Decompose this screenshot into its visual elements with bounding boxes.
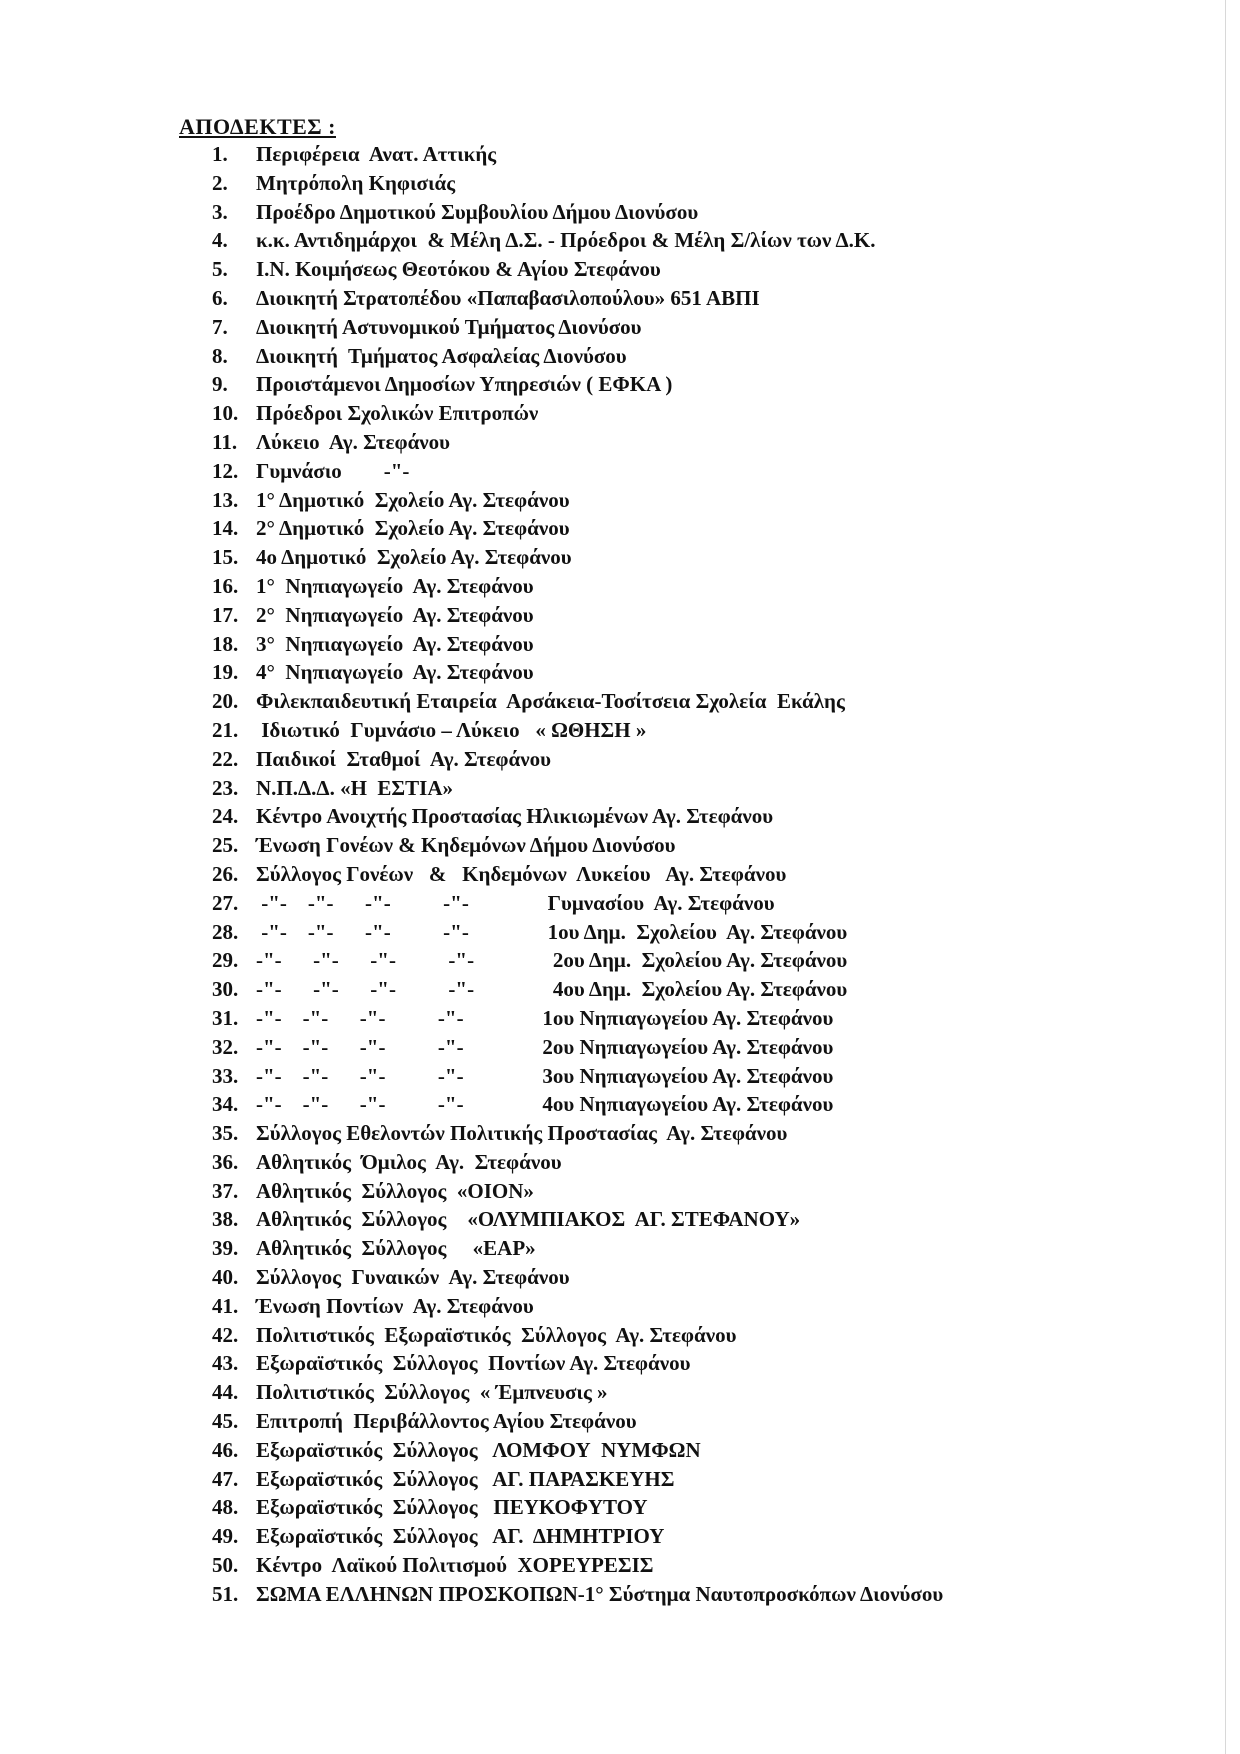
- list-item-text: Σύλλογος Εθελοντών Πολιτικής Προστασίας Αγ. Στεφάνου: [256, 1121, 788, 1146]
- list-item: [212, 889, 943, 918]
- list-item: [212, 1148, 943, 1177]
- list-item: [212, 1321, 943, 1350]
- list-item: [212, 601, 943, 630]
- list-item-text: 4ο Δημοτικό Σχολείο Αγ. Στεφάνου: [256, 545, 572, 570]
- list-item-text: -"- -"- -"- -"- 4ου Νηπιαγωγείου Αγ. Στεφάνου: [256, 1092, 834, 1117]
- list-item-text: Ένωση Γονέων & Κηδεμόνων Δήμου Διονύσου: [256, 833, 676, 858]
- list-item-number: 26.: [212, 861, 239, 886]
- list-item: [212, 457, 943, 486]
- list-item-number: 10.: [212, 401, 239, 426]
- list-item-number: 8.: [212, 343, 228, 368]
- list-item-number: 50.: [212, 1553, 239, 1578]
- list-item: [212, 1292, 943, 1321]
- list-item: [212, 140, 943, 169]
- list-item: [212, 1493, 943, 1522]
- list-item-text: -"- -"- -"- -"- 1ου Νηπιαγωγείου Αγ. Στεφάνου: [256, 1005, 834, 1030]
- list-item: [212, 1522, 943, 1551]
- list-item-text: Πολιτιστικός Εξωραϊστικός Σύλλογος Αγ. Στεφάνου: [256, 1322, 737, 1347]
- list-item-text: Εξωραϊστικός Σύλλογος ΑΓ. ΠΑΡΑΣΚΕΥΗΣ: [256, 1466, 675, 1491]
- list-item-text: Διοικητή Τμήματος Ασφαλείας Διονύσου: [256, 343, 627, 368]
- list-item: [212, 428, 943, 457]
- list-item: [212, 1378, 943, 1407]
- list-item-number: 49.: [212, 1524, 239, 1549]
- list-item-number: 1.: [212, 142, 228, 166]
- list-item-text: -"- -"- -"- -"- 2ου Νηπιαγωγείου Αγ. Στεφάνου: [256, 1034, 834, 1059]
- list-item: [212, 745, 943, 774]
- list-item-number: 13.: [212, 487, 239, 512]
- list-item-number: 16.: [212, 573, 239, 598]
- list-item-number: 6.: [212, 285, 228, 310]
- list-item: [212, 1177, 943, 1206]
- list-item-text: Πολιτιστικός Σύλλογος « Έμπνευσις »: [256, 1380, 608, 1405]
- list-item-text: Διοικητή Στρατοπέδου «Παπαβασιλοπούλου» 651 ΑΒΠΙ: [256, 285, 760, 310]
- list-item-text: -"- -"- -"- -"- 2ου Δημ. Σχολείου Αγ. Στεφάνου: [256, 948, 848, 973]
- list-item-text: 4° Νηπιαγωγείο Αγ. Στεφάνου: [256, 660, 534, 685]
- list-item-number: 38.: [212, 1207, 239, 1232]
- list-item-text: 1° Νηπιαγωγείο Αγ. Στεφάνου: [256, 573, 534, 598]
- list-item: [212, 918, 943, 947]
- list-item-text: Κέντρο Λαϊκού Πολιτισμού ΧΟΡΕΥΡΕΣΙΣ: [256, 1553, 654, 1578]
- list-item-text: Σύλλογος Γονέων & Κηδεμόνων Λυκείου Αγ. Στεφάνου: [256, 861, 787, 886]
- list-item-number: 32.: [212, 1034, 239, 1059]
- list-item-number: 14.: [212, 516, 239, 541]
- recipients-heading: ΑΠΟΔΕΚΤΕΣ :: [179, 114, 336, 139]
- list-item-text: 2° Νηπιαγωγείο Αγ. Στεφάνου: [256, 602, 534, 627]
- list-item-text: Ένωση Ποντίων Αγ. Στεφάνου: [256, 1293, 534, 1318]
- list-item: [212, 399, 943, 428]
- list-item-number: 23.: [212, 775, 239, 800]
- list-item: [212, 630, 943, 659]
- list-item-text: Προιστάμενοι Δημοσίων Υπηρεσιών ( ΕΦΚΑ ): [256, 372, 673, 397]
- list-item: [212, 1349, 943, 1378]
- list-item-number: 19.: [212, 660, 239, 685]
- list-item: [212, 1004, 943, 1033]
- list-item-text: Αθλητικός Όμιλος Αγ. Στεφάνου: [256, 1149, 562, 1174]
- list-item-text: Περιφέρεια Ανατ. Αττικής: [256, 142, 497, 166]
- list-item-text: Εξωραϊστικός Σύλλογος ΠΕΥΚΟΦΥΤΟΥ: [256, 1495, 648, 1520]
- list-item-number: 40.: [212, 1265, 239, 1290]
- list-item: [212, 658, 943, 687]
- list-item: [212, 514, 943, 543]
- list-item-number: 31.: [212, 1005, 239, 1030]
- list-item: [212, 486, 943, 515]
- list-item-text: -"- -"- -"- -"- 3ου Νηπιαγωγείου Αγ. Στεφάνου: [256, 1063, 834, 1088]
- list-item: [212, 975, 943, 1004]
- list-item-number: 3.: [212, 199, 228, 224]
- list-item-text: Αθλητικός Σύλλογος «ΟΙΟΝ»: [256, 1178, 534, 1203]
- list-item-number: 39.: [212, 1236, 239, 1261]
- list-item: [212, 687, 943, 716]
- list-item: [212, 198, 943, 227]
- list-item: [212, 572, 943, 601]
- list-item-number: 7.: [212, 314, 228, 339]
- list-item: [212, 1580, 943, 1609]
- list-item: [212, 860, 943, 889]
- list-item: [212, 774, 943, 803]
- list-item-number: 25.: [212, 833, 239, 858]
- list-item: [212, 831, 943, 860]
- list-item-number: 44.: [212, 1380, 239, 1405]
- list-item-text: Αθλητικός Σύλλογος «ΟΛΥΜΠΙΑΚΟΣ ΑΓ. ΣΤΕΦΑΝΟΥ»: [256, 1207, 801, 1232]
- list-item-text: Αθλητικός Σύλλογος «ΕΑΡ»: [256, 1236, 536, 1261]
- scan-edge-line: [1225, 0, 1226, 1754]
- list-item-text: ΣΩΜΑ ΕΛΛΗΝΩΝ ΠΡΟΣΚΟΠΩΝ-1° Σύστημα Ναυτοπροσκόπων Διονύσου: [256, 1581, 944, 1606]
- list-item-number: 4.: [212, 228, 228, 253]
- list-item-text: Ν.Π.Δ.Δ. «Η ΕΣΤΙΑ»: [256, 775, 453, 800]
- list-item-number: 24.: [212, 804, 239, 829]
- list-item-number: 21.: [212, 717, 239, 742]
- list-item-text: Φιλεκπαιδευτική Εταιρεία Αρσάκεια-Τοσίτσεια Σχολεία Εκάλης: [256, 689, 845, 714]
- list-item-text: κ.κ. Αντιδημάρχοι & Μέλη Δ.Σ. - Πρόεδροι & Μέλη Σ/λίων των Δ.Κ.: [256, 228, 876, 253]
- list-item-number: 30.: [212, 977, 239, 1002]
- list-item-number: 48.: [212, 1495, 239, 1520]
- list-item-text: Σύλλογος Γυναικών Αγ. Στεφάνου: [256, 1265, 570, 1290]
- list-item-number: 34.: [212, 1092, 239, 1117]
- list-item-number: 29.: [212, 948, 239, 973]
- list-item-number: 46.: [212, 1437, 239, 1462]
- list-item: [212, 716, 943, 745]
- list-item-number: 35.: [212, 1121, 239, 1146]
- list-item: [212, 1205, 943, 1234]
- list-item-text: Ι.Ν. Κοιμήσεως Θεοτόκου & Αγίου Στεφάνου: [256, 257, 661, 282]
- list-item: [212, 1119, 943, 1148]
- list-item-text: Εξωραϊστικός Σύλλογος ΑΓ. ΔΗΜΗΤΡΙΟΥ: [256, 1524, 665, 1549]
- list-item-number: 41.: [212, 1293, 239, 1318]
- list-item-text: Εξωραϊστικός Σύλλογος Ποντίων Αγ. Στεφάνου: [256, 1351, 691, 1376]
- list-item-number: 33.: [212, 1063, 239, 1088]
- list-item: [212, 946, 943, 975]
- list-item-number: 22.: [212, 746, 239, 771]
- list-item-number: 15.: [212, 545, 239, 570]
- list-item-text: Κέντρο Ανοιχτής Προστασίας Ηλικιωμένων Αγ. Στεφάνου: [256, 804, 774, 829]
- list-item-number: 5.: [212, 257, 228, 282]
- list-item-number: 18.: [212, 631, 239, 656]
- list-item-text: Επιτροπή Περιβάλλοντος Αγίου Στεφάνου: [256, 1409, 637, 1434]
- list-item-text: Λύκειο Αγ. Στεφάνου: [256, 429, 451, 454]
- list-item-text: 3° Νηπιαγωγείο Αγ. Στεφάνου: [256, 631, 534, 656]
- list-item-number: 36.: [212, 1149, 239, 1174]
- recipients-list: [212, 140, 943, 1609]
- list-item-text: Εξωραϊστικός Σύλλογος ΛΟΜΦΟΥ ΝΥΜΦΩΝ: [256, 1437, 701, 1462]
- list-item-number: 11.: [212, 429, 238, 454]
- list-item: [212, 802, 943, 831]
- list-item: [212, 543, 943, 572]
- list-item: [212, 1465, 943, 1494]
- list-item-text: Διοικητή Αστυνομικού Τμήματος Διονύσου: [256, 314, 642, 339]
- list-item-text: 1° Δημοτικό Σχολείο Αγ. Στεφάνου: [256, 487, 570, 512]
- list-item: [212, 342, 943, 371]
- list-item-text: -"- -"- -"- -"- 4ου Δημ. Σχολείου Αγ. Στεφάνου: [256, 977, 848, 1002]
- list-item-text: Γυμνάσιο -"-: [256, 458, 410, 483]
- list-item-text: 2° Δημοτικό Σχολείο Αγ. Στεφάνου: [256, 516, 570, 541]
- list-item: [212, 226, 943, 255]
- list-item-number: 9.: [212, 372, 228, 397]
- list-item-number: 20.: [212, 689, 239, 714]
- list-item-number: 45.: [212, 1409, 239, 1434]
- list-item-text: Παιδικοί Σταθμοί Αγ. Στεφάνου: [256, 746, 552, 771]
- list-item: [212, 1090, 943, 1119]
- list-item-number: 47.: [212, 1466, 239, 1491]
- list-item: [212, 1234, 943, 1263]
- list-item-number: 2.: [212, 170, 228, 195]
- list-item: [212, 169, 943, 198]
- list-item-number: 17.: [212, 602, 239, 627]
- list-item: [212, 1062, 943, 1091]
- list-item-number: 12.: [212, 458, 239, 483]
- list-item-number: 28.: [212, 919, 239, 944]
- list-item-number: 27.: [212, 890, 239, 915]
- list-item-text: -"- -"- -"- -"- Γυμνασίου Αγ. Στεφάνου: [256, 890, 775, 915]
- list-item: [212, 1263, 943, 1292]
- list-item: [212, 370, 943, 399]
- list-item-number: 42.: [212, 1322, 239, 1347]
- list-item: [212, 284, 943, 313]
- list-item: [212, 1033, 943, 1062]
- list-item-text: -"- -"- -"- -"- 1ου Δημ. Σχολείου Αγ. Στεφάνου: [256, 919, 848, 944]
- list-item: [212, 313, 943, 342]
- list-item: [212, 1436, 943, 1465]
- list-item: [212, 1551, 943, 1580]
- list-item: [212, 255, 943, 284]
- list-item-text: Μητρόπολη Κηφισιάς: [256, 170, 456, 195]
- list-item-number: 51.: [212, 1581, 239, 1606]
- list-item-text: Ιδιωτικό Γυμνάσιο – Λύκειο « ΩΘΗΣΗ »: [256, 717, 647, 742]
- list-item-number: 43.: [212, 1351, 239, 1376]
- list-item: [212, 1407, 943, 1436]
- list-item-text: Πρόεδροι Σχολικών Επιτροπών: [256, 401, 539, 426]
- list-item-text: Προέδρο Δημοτικού Συμβουλίου Δήμου Διονύσου: [256, 199, 699, 224]
- list-item-number: 37.: [212, 1178, 239, 1203]
